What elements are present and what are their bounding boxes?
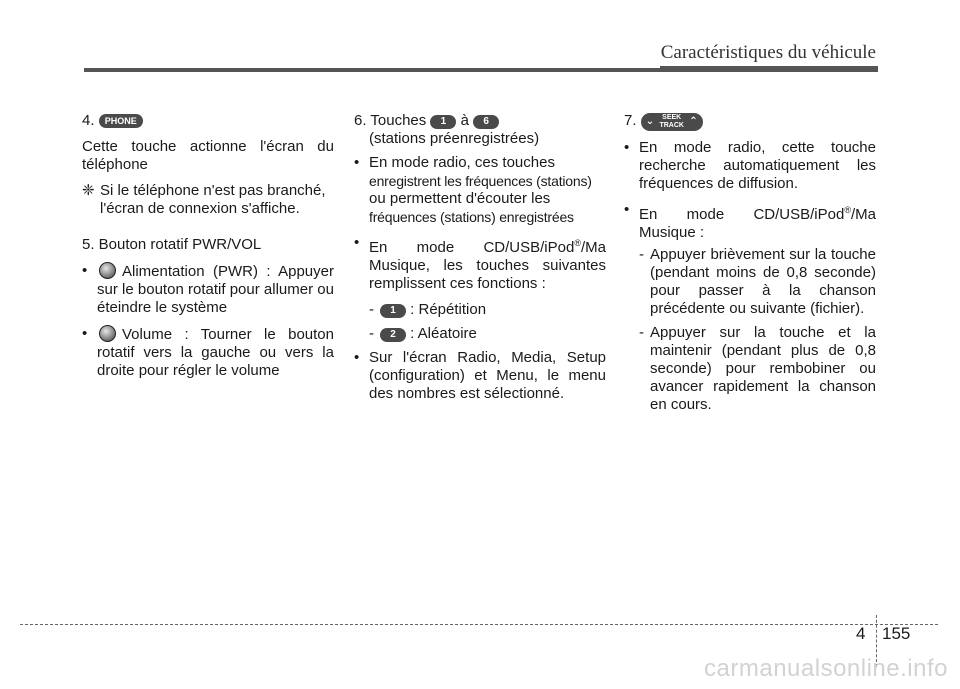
note (82, 182, 334, 218)
registered-mark: ® (574, 238, 581, 248)
preset-1-button-icon: 1 (380, 304, 406, 318)
bullet-cd-pre: En mode CD/USB/iPod (369, 239, 575, 256)
page-number: 155 (882, 624, 911, 643)
item-6-between: à (460, 112, 469, 129)
bullet-seek-radio: • En mode radio, cette touche recherche automatiquement les fréquences de diffusion. (624, 139, 876, 193)
preset-2-button-icon: 2 (380, 328, 406, 342)
item-6-prefix: 6. Touches (354, 112, 427, 129)
note-text: Si le téléphone n'est pas branché, l'écran de connexion s'affiche. (100, 182, 326, 217)
bullet-seek-cd (624, 201, 876, 242)
item-5-title: 5. Bouton rotatif PWR/VOL (82, 236, 262, 253)
bullet-cd-post: /Ma Musique : (639, 206, 876, 241)
item-6-subtitle: (stations préenregistrées) (369, 130, 540, 147)
column-right (624, 112, 876, 420)
dash-repeat: - 1 : Répétition (369, 301, 487, 318)
bullet-volume (82, 325, 334, 380)
bullet-radio-line3: ou permettent d'écouter les (369, 190, 551, 207)
dash-short-press: - Appuyer brièvement sur la touche (pendant moins de 0,8 seconde) pour passer à la chanson précédente ou suivante (fichier). (639, 246, 876, 317)
dash-long-press-text: Appuyer sur la touche et la maintenir (pendant plus de 0,8 seconde) pour rembobiner ou avancer rapidement la chanson en cours. (650, 324, 876, 413)
item-7-heading (624, 112, 876, 131)
column-left (82, 112, 334, 388)
footer-rule (20, 624, 938, 625)
registered-mark: ® (844, 205, 851, 215)
preset-6-button-icon: 6 (473, 115, 499, 129)
preset-1-button-icon: 1 (430, 115, 456, 129)
item-6-heading (354, 112, 606, 130)
bullet-power-text: Alimentation (PWR) : Appuyer sur le bouton rotatif pour allumer ou éteindre le système (97, 263, 334, 316)
watermark: carmanualsonline.info (704, 655, 948, 682)
header-rule-accent (660, 66, 878, 72)
bullet-radio-line2: enregistrent les fréquences (stations) (369, 173, 592, 189)
bullet-radio-line4: fréquences (stations) enregistrées (369, 209, 574, 225)
dash-repeat-text: : Répétition (410, 301, 487, 318)
phone-button-icon: PHONE (99, 114, 143, 128)
dash-short-press-text: Appuyer brièvement sur la touche (pendant moins de 0,8 seconde) pour passer à la chanson précédente ou suivante (fichier). (650, 246, 876, 317)
column-middle (354, 112, 606, 411)
page-title: Caractéristiques du véhicule (660, 42, 876, 63)
chevron-right-icon: ⌃ (689, 116, 698, 127)
track-label: TRACK (659, 122, 684, 129)
item-7-number: 7. (624, 112, 637, 129)
bullet-radio-line1: • En mode radio, ces touches (369, 154, 555, 171)
chevron-left-icon: ⌄ (645, 116, 655, 127)
rotary-knob-icon (99, 262, 116, 279)
seek-track-button-icon (641, 113, 703, 131)
bullet-power (82, 262, 334, 317)
dash-long-press: - Appuyer sur la touche et la maintenir (pendant plus de 0,8 seconde) pour rembobiner ou avancer rapidement la chanson en cours. (639, 324, 876, 413)
bullet-cd-post: /Ma Musique, les touches suivantes remplissent ces fonctions : (369, 239, 606, 292)
chapter-number: 4 (856, 624, 866, 643)
bullet-cd-presets (354, 234, 606, 293)
item-4-description: Cette touche actionne l'écran du téléphone (82, 138, 334, 173)
rotary-knob-icon (99, 325, 116, 342)
bullet-volume-text: Volume : Tourner le bouton rotatif vers la gauche ou vers la droite pour régler le volume (97, 326, 334, 379)
item-4-heading (82, 112, 334, 130)
dash-shuffle: - 2 : Aléatoire (369, 325, 477, 342)
dash-shuffle-text: : Aléatoire (410, 325, 477, 342)
bullet-screen: • Sur l'écran Radio, Media, Setup (configuration) et Menu, le menu des nombres est sélectionné. (354, 349, 606, 403)
note-mark-icon: ❈ (82, 182, 95, 199)
bullet-cd-pre: En mode CD/USB/iPod (639, 206, 845, 223)
seek-label: SEEK (662, 114, 682, 121)
bullet-radio-presets (354, 154, 606, 226)
item-4-number: 4. (82, 112, 95, 129)
